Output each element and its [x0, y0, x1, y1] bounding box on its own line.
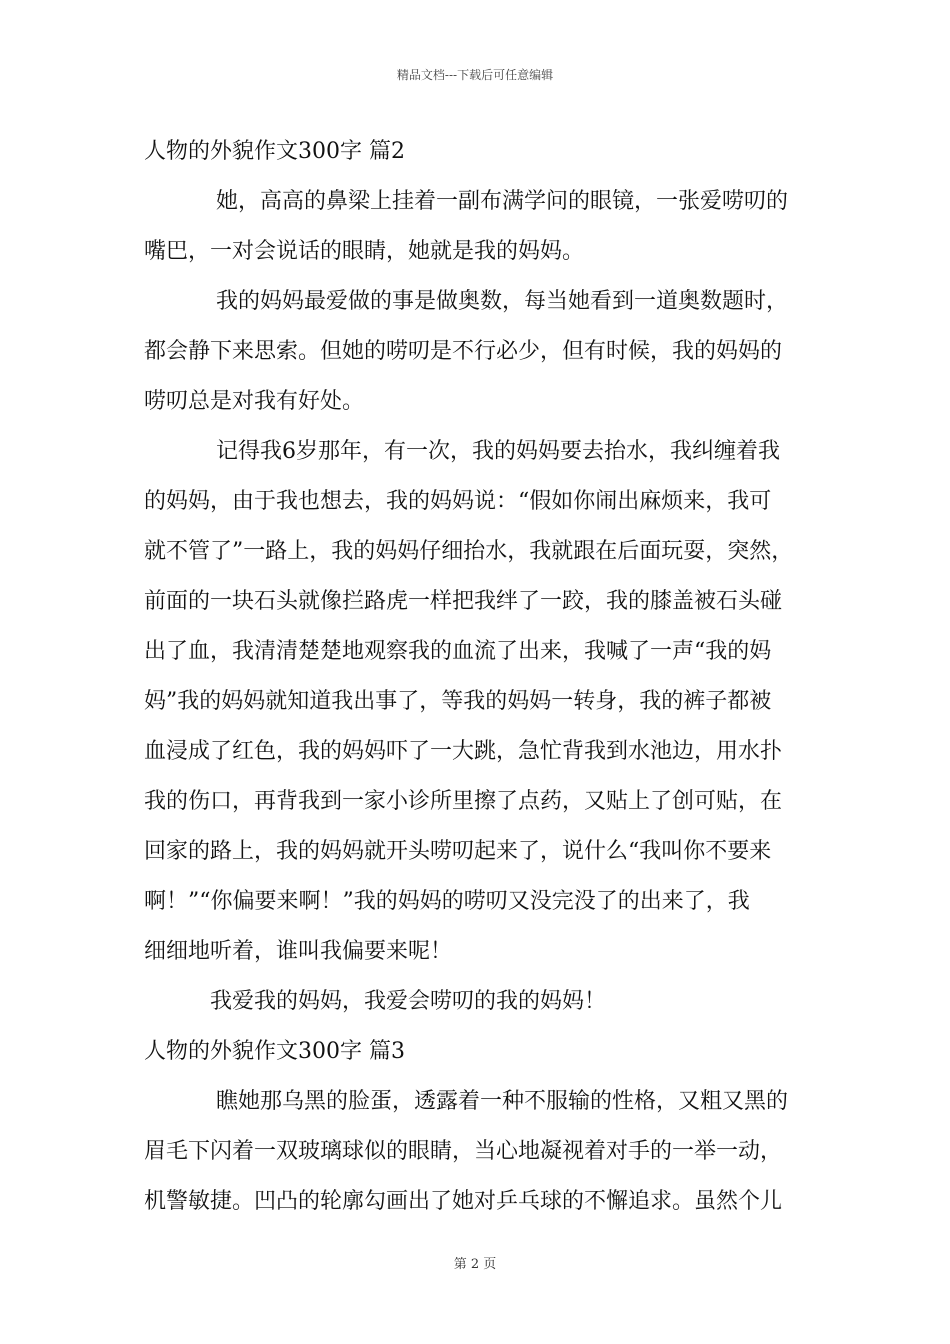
paragraph-line: 我的伤口，再背我到一家小诊所里擦了点药，又贴上了创可贴，在	[144, 789, 783, 814]
paragraph-line: 机警敏捷。凹凸的轮廓勾画出了她对乒乓球的不懈追求。虽然个儿	[144, 1189, 783, 1214]
paragraph-line: 唠叨总是对我有好处。	[144, 389, 365, 414]
paragraph-line: 嘴巴，一对会说话的眼睛，她就是我的妈妈。	[144, 239, 585, 264]
paragraph-line: 瞧她那乌黑的脸蛋，透露着一种不服输的性格，又粗又黑的	[216, 1089, 789, 1114]
paragraph-line: 的妈妈，由于我也想去，我的妈妈说：“假如你闹出麻烦来，我可	[144, 489, 772, 514]
body-text	[144, 133, 810, 1233]
paragraph-line: 记得我6岁那年，有一次，我的妈妈要去抬水，我纠缠着我	[216, 439, 780, 464]
section-title-3: 人物的外貌作文300字 篇3	[144, 1039, 405, 1064]
paragraph-line: 前面的一块石头就像拦路虎一样把我绊了一跤，我的膝盖被石头碰	[144, 589, 783, 614]
paragraph-line: 妈”我的妈妈就知道我出事了，等我的妈妈一转身，我的裤子都被	[144, 689, 772, 714]
paragraph-line: 回家的路上，我的妈妈就开头唠叨起来了，说什么“我叫你不要来	[144, 839, 772, 864]
paragraph-line: 都会静下来思索。但她的唠叨是不行必少，但有时候，我的妈妈的	[144, 339, 783, 364]
section-title-2: 人物的外貌作文300字 篇2	[144, 139, 405, 164]
paragraph-line: 眉毛下闪着一双玻璃球似的眼睛，当心地凝视着对手的一举一动，	[144, 1139, 783, 1164]
paragraph-line: 血浸成了红色，我的妈妈吓了一大跳，急忙背我到水池边，用水扑	[144, 739, 783, 764]
paragraph-line: 细细地听着，谁叫我偏要来呢！	[144, 939, 453, 964]
paragraph-line: 就不管了”一路上，我的妈妈仔细抬水，我就跟在后面玩耍，突然，	[144, 539, 794, 564]
paragraph-line: 我的妈妈最爱做的事是做奥数，每当她看到一道奥数题时，	[216, 289, 789, 314]
paragraph-line: 啊！”“你偏要来啊！”我的妈妈的唠叨又没完没了的出来了，我	[144, 889, 750, 914]
page-number: 第 2 页	[453, 1257, 497, 1272]
paragraph-line: 她，高高的鼻梁上挂着一副布满学问的眼镜，一张爱唠叨的	[216, 189, 789, 214]
page-header: 精品文档---下载后可任意编辑	[396, 68, 554, 82]
paragraph-line: 我爱我的妈妈，我爱会唠叨的我的妈妈！	[210, 989, 607, 1014]
paragraph-line: 出了血，我清清楚楚地观察我的血流了出来，我喊了一声“我的妈	[144, 639, 772, 664]
